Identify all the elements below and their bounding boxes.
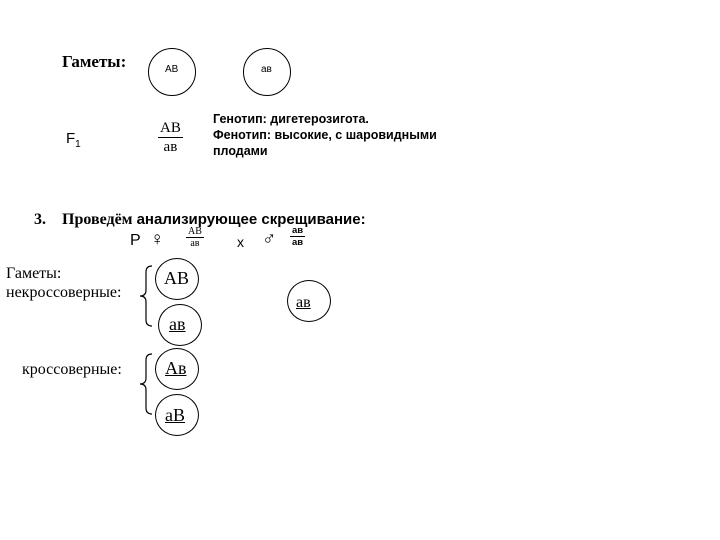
f1-genotype-denominator: ав bbox=[163, 138, 178, 155]
gamete-circle-male bbox=[287, 280, 331, 322]
gamete-circle-crossover-1 bbox=[155, 348, 199, 390]
parent-p-label: Р bbox=[130, 232, 141, 249]
section-3-title-serif: Проведём bbox=[62, 211, 133, 228]
f1-letter: F bbox=[66, 130, 76, 147]
female-genotype-numerator: АВ bbox=[188, 226, 202, 237]
male-symbol: ♂ bbox=[262, 229, 277, 250]
female-genotype-denominator: ав bbox=[190, 238, 200, 249]
gametes-label: Гаметы: bbox=[6, 265, 62, 282]
noncrossover-gamete-1: АВ bbox=[164, 268, 190, 288]
gamete-1-text: АВ bbox=[165, 64, 179, 75]
cross-symbol: х bbox=[237, 234, 244, 250]
gamete-2-text: ав bbox=[261, 64, 272, 75]
phenotype-line-2: плодами bbox=[213, 144, 268, 158]
genotype-line: Генотип: дигетерозигота. bbox=[213, 112, 369, 126]
male-gamete: ав bbox=[296, 294, 311, 311]
gametes-label-top: Гаметы: bbox=[62, 52, 127, 71]
noncrossover-label: некроссоверные: bbox=[6, 284, 122, 301]
female-symbol: ♀ bbox=[150, 229, 165, 250]
male-genotype-numerator: ав bbox=[292, 225, 304, 236]
gamete-circle-crossover-2 bbox=[155, 394, 199, 436]
f1-genotype-numerator: АВ bbox=[160, 120, 181, 136]
crossover-gamete-2: аВ bbox=[165, 405, 185, 425]
section-3-title-sans: анализирующее скрещивание: bbox=[136, 211, 366, 228]
male-genotype-denominator: ав bbox=[292, 237, 304, 249]
gamete-circle-noncrossover-1 bbox=[155, 258, 199, 300]
section-3-number: 3. bbox=[34, 211, 46, 228]
phenotype-line-1: Фенотип: высокие, с шаровидными bbox=[213, 128, 437, 142]
crossover-label: кроссоверные: bbox=[22, 361, 122, 378]
noncrossover-gamete-2: ав bbox=[169, 314, 186, 334]
gamete-circle-noncrossover-2 bbox=[158, 304, 202, 346]
crossover-brace bbox=[140, 354, 152, 414]
noncrossover-brace bbox=[140, 266, 152, 326]
f1-subscript: 1 bbox=[75, 139, 81, 150]
crossover-gamete-1: Ав bbox=[165, 358, 187, 378]
